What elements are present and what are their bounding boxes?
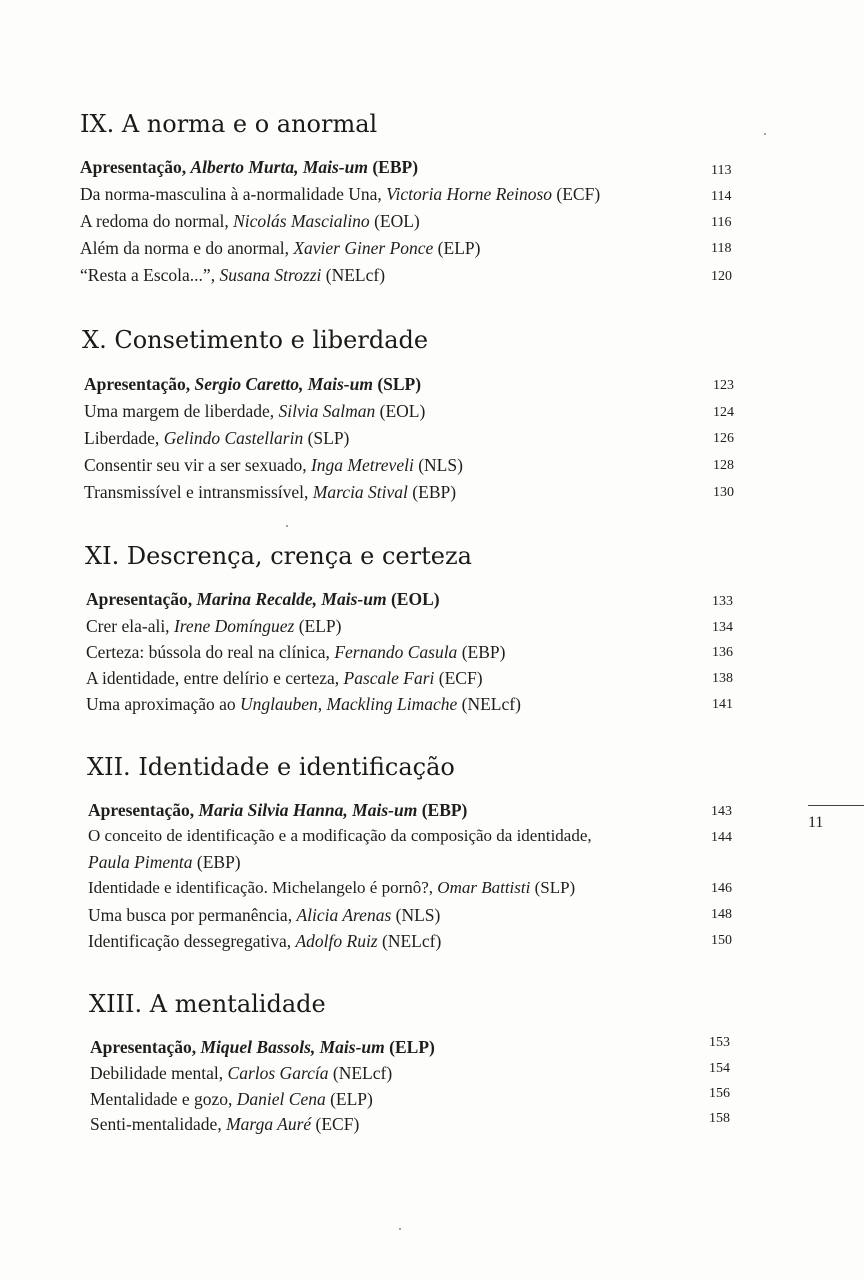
section-heading: Identidade e identificação <box>138 753 455 781</box>
page-number: 120 <box>711 269 732 284</box>
page-number: 118 <box>711 241 732 256</box>
page-number: 133 <box>712 594 733 609</box>
toc-entry: Apresentação, Maria Silvia Hanna, Mais-um (EBP) <box>88 800 468 820</box>
toc-entry-continuation: Paula Pimenta (EBP) <box>88 852 241 872</box>
section-heading: Descrença, crença e certeza <box>126 542 472 570</box>
toc-entry: Apresentação, Sergio Caretto, Mais-um (SLP) <box>84 374 422 394</box>
section-title <box>82 326 428 354</box>
toc-entry: Identificação dessegregativa, Adolfo Ruiz (NELcf) <box>88 931 442 951</box>
page-number: 148 <box>711 907 732 922</box>
toc-entry: Apresentação, Marina Recalde, Mais-um (EOL) <box>86 589 440 609</box>
page-number: 154 <box>709 1061 730 1076</box>
section-title <box>87 753 455 781</box>
toc-entry: Além da norma e do anormal, Xavier Giner Ponce (ELP) <box>80 238 481 258</box>
page-number: 136 <box>712 645 733 660</box>
toc-entry: Da norma-masculina à a-normalidade Una, Victoria Horne Reinoso (ECF) <box>80 184 601 204</box>
toc-entry: Senti-mentalidade, Marga Auré (ECF) <box>90 1114 360 1134</box>
page-number: 144 <box>711 830 732 845</box>
toc-entry: Uma busca por permanência, Alicia Arenas (NLS) <box>88 905 441 925</box>
folio-rule <box>808 805 864 806</box>
section-title <box>80 110 377 138</box>
toc-entry: “Resta a Escola...”, Susana Strozzi (NELcf) <box>80 265 386 285</box>
toc-entry: Mentalidade e gozo, Daniel Cena (ELP) <box>90 1089 373 1109</box>
section-title <box>89 990 326 1018</box>
toc-entry: A redoma do normal, Nicolás Mascialino (EOL) <box>80 211 420 231</box>
toc-entry: Identidade e identificação. Michelangelo é pornô?, Omar Battisti (SLP) <box>88 878 576 897</box>
toc-entry: Uma margem de liberdade, Silvia Salman (EOL) <box>84 401 426 421</box>
page-number: 113 <box>711 163 732 178</box>
toc-entry: Apresentação, Miquel Bassols, Mais-um (ELP) <box>90 1037 435 1057</box>
toc-entry: Liberdade, Gelindo Castellarin (SLP) <box>84 428 350 448</box>
page-number: 128 <box>713 458 734 473</box>
toc-entry: Uma aproximação ao Unglauben, Mackling Limache (NELcf) <box>86 694 521 714</box>
toc-entry: O conceito de identificação e a modificação da composição da identidade, <box>88 826 592 845</box>
section-number: XI. <box>85 542 120 570</box>
section-number: XII. <box>87 753 131 781</box>
toc-entry: Certeza: bússola do real na clínica, Fernando Casula (EBP) <box>86 642 506 662</box>
page-number: 123 <box>713 378 734 393</box>
section-heading: Consetimento e liberdade <box>114 326 429 354</box>
scan-speck <box>399 1228 401 1230</box>
page-number: 134 <box>712 620 733 635</box>
folio-number: 11 <box>808 814 824 831</box>
toc-entry: Debilidade mental, Carlos García (NELcf) <box>90 1063 393 1083</box>
section-number: XIII. <box>89 990 143 1018</box>
page-number: 124 <box>713 405 734 420</box>
section-title <box>85 542 472 570</box>
scan-speck <box>286 525 288 527</box>
section-number: IX. <box>80 110 115 138</box>
toc-entry: Transmissível e intransmissível, Marcia Stival (EBP) <box>84 482 457 502</box>
page-number: 143 <box>711 804 732 819</box>
section-number: X. <box>82 326 107 354</box>
page-number: 146 <box>711 881 732 896</box>
toc-entry: Apresentação, Alberto Murta, Mais-um (EBP) <box>80 157 419 177</box>
page-number: 114 <box>711 189 732 204</box>
page-number: 141 <box>712 697 733 712</box>
toc-entry: Consentir seu vir a ser sexuado, Inga Metreveli (NLS) <box>84 455 463 475</box>
section-heading: A norma e o anormal <box>121 110 378 138</box>
page-number: 150 <box>711 933 732 948</box>
toc-entry: Crer ela-ali, Irene Domínguez (ELP) <box>86 616 342 636</box>
toc-entry: A identidade, entre delírio e certeza, Pascale Fari (ECF) <box>86 668 483 688</box>
page-number: 126 <box>713 431 734 446</box>
scan-speck <box>764 133 766 135</box>
page-number: 158 <box>709 1111 730 1126</box>
page-number: 138 <box>712 671 733 686</box>
section-heading: A mentalidade <box>149 990 326 1018</box>
page-number: 156 <box>709 1086 730 1101</box>
page-number: 153 <box>709 1035 730 1050</box>
page-number: 130 <box>713 485 734 500</box>
page-number: 116 <box>711 215 732 230</box>
